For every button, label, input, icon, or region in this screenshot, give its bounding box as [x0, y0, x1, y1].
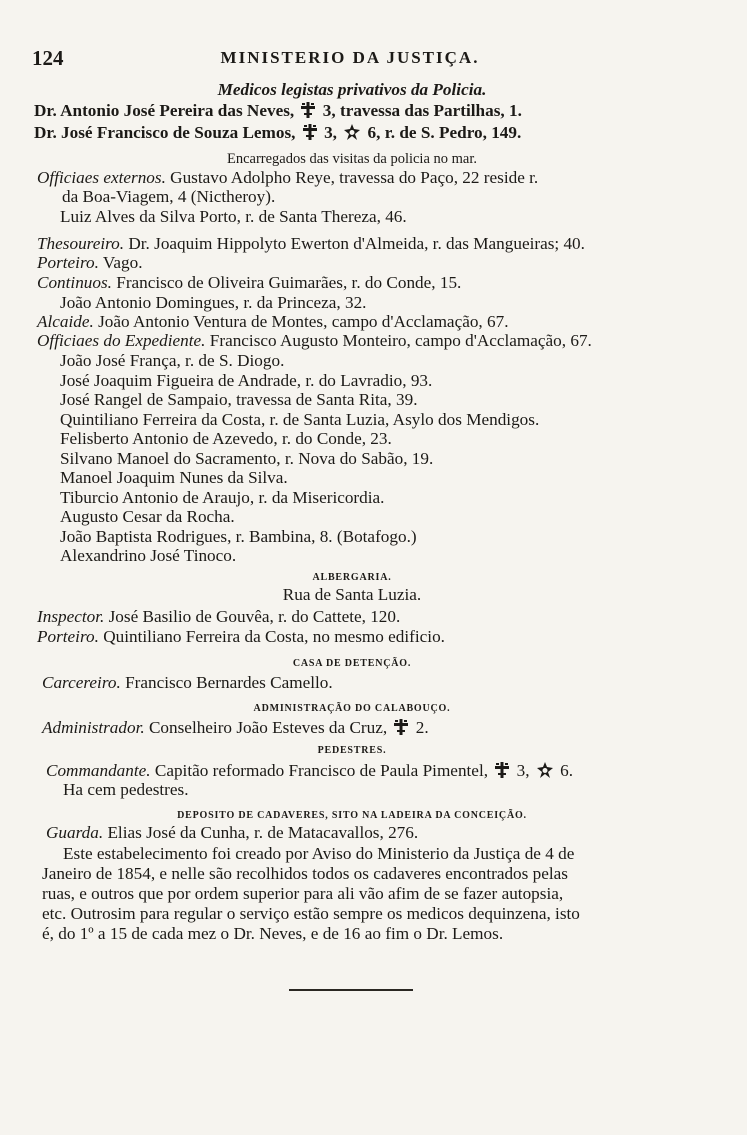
entry-continuos-2: João Antonio Domingues, r. da Princeza, 32. [60, 293, 367, 312]
order-cross-icon [303, 124, 317, 140]
entry-continuos: Continuos. Francisco de Oliveira Guimarães, r. do Conde, 15. [37, 273, 462, 292]
entry-porteiro: Porteiro. Vago. [37, 253, 143, 272]
page-header [32, 46, 668, 70]
albergaria-heading: ALBERGARIA. [312, 572, 392, 583]
entry-alcaide: Alcaide. João Antonio Ventura de Montes, campo d'Acclamação, 67. [37, 312, 509, 331]
expediente-item: João José França, r. de S. Diogo. [60, 351, 285, 370]
order-cross-icon [394, 719, 408, 735]
entry-albergaria-porteiro: Porteiro. Quintiliano Ferreira da Costa, no mesmo edificio. [37, 627, 445, 646]
entry-externos-cont: da Boa-Viagem, 4 (Nictheroy). [62, 187, 276, 206]
expediente-item: José Joaquim Figueira de Andrade, r. do Lavradio, 93. [60, 371, 433, 390]
deposito-paragraph-line: Este estabelecimento foi creado por Aviso do Ministerio da Justiça de 4 de [63, 844, 575, 863]
pedestres-heading: PEDESTRES. [317, 745, 387, 756]
entry-lemos: Dr. José Francisco de Souza Lemos, 3, 6, r. de S. Pedro, 149. [34, 123, 522, 142]
expediente-item: Alexandrino José Tinoco. [60, 546, 237, 565]
pedestres-note: Ha cem pedestres. [63, 780, 189, 799]
detencao-heading: CASA DE DETENÇÃO. [292, 658, 412, 669]
entry-tesoureiro: Thesoureiro. Dr. Joaquim Hippolyto Ewerton d'Almeida, r. das Mangueiras; 40. [37, 234, 585, 253]
entry-neves: Dr. Antonio José Pereira das Neves, 3, travessa das Partilhas, 1. [34, 101, 522, 120]
page-title: MINISTERIO DA JUSTIÇA. [220, 48, 480, 67]
expediente-item: Felisberto Antonio de Azevedo, r. do Conde, 23. [60, 429, 392, 448]
page-number: 124 [32, 46, 64, 70]
order-star-icon [344, 124, 360, 140]
entry-inspector: Inspector. José Basilio de Gouvêa, r. do Cattete, 120. [37, 607, 401, 626]
calabouco-heading: ADMINISTRAÇÃO DO CALABOUÇO. [253, 703, 451, 714]
expediente-item: Quintiliano Ferreira da Costa, r. de Santa Luzia, Asylo dos Mendigos. [60, 410, 540, 429]
entry-expediente: Officiaes do Expediente. Francisco Augusto Monteiro, campo d'Acclamação, 67. [37, 331, 592, 350]
entry-carcereiro: Carcereiro. Francisco Bernardes Camello. [42, 673, 333, 692]
expediente-item: Tiburcio Antonio de Araujo, r. da Misericordia. [60, 488, 385, 507]
expediente-item: Augusto Cesar da Rocha. [60, 507, 235, 526]
visitas-heading: Encarregados das visitas da policia no mar. [226, 151, 478, 167]
entry-administrador: Administrador. Conselheiro João Esteves da Cruz, 2. [42, 718, 429, 737]
order-star-icon [537, 762, 553, 778]
order-cross-icon [495, 762, 509, 778]
deposito-paragraph-line: é, do 1º a 15 de cada mez o Dr. Neves, e de 16 ao fim o Dr. Lemos. [42, 924, 504, 943]
medicos-heading: Medicos legistas privativos da Policia. [217, 80, 487, 99]
entry-commandante: Commandante. Capitão reformado Francisco de Paula Pimentel, 3, 6. [46, 761, 573, 780]
entry-guarda: Guarda. Elias José da Cunha, r. de Matacavallos, 276. [46, 823, 419, 842]
albergaria-street: Rua de Santa Luzia. [282, 585, 422, 604]
expediente-item: Silvano Manoel do Sacramento, r. Nova do Sabão, 19. [60, 449, 434, 468]
deposito-paragraph-line: ruas, e outros que por ordem superior para ali vão afim de se fazer autopsia, [42, 884, 564, 903]
expediente-item: José Rangel de Sampaio, travessa de Santa Rita, 39. [60, 390, 418, 409]
expediente-item: Manoel Joaquim Nunes da Silva. [60, 468, 288, 487]
deposito-paragraph-line: etc. Outrosim para regular o serviço estão sempre os medicos dequinzena, isto [42, 904, 580, 923]
deposito-heading: DEPOSITO DE CADAVERES, SITO NA LADEIRA DA CONCEIÇÃO. [177, 810, 527, 821]
entry-externos: Officiaes externos. Gustavo Adolpho Reye, travessa do Paço, 22 reside r. [37, 168, 539, 187]
entry-porto: Luiz Alves da Silva Porto, r. de Santa Thereza, 46. [60, 207, 407, 226]
closing-rule [289, 989, 413, 991]
expediente-item: João Baptista Rodrigues, r. Bambina, 8. (Botafogo.) [60, 527, 417, 546]
deposito-paragraph-line: Janeiro de 1854, e nelle são recolhidos todos os cadaveres encontrados pelas [42, 864, 568, 883]
order-cross-icon [301, 102, 315, 118]
